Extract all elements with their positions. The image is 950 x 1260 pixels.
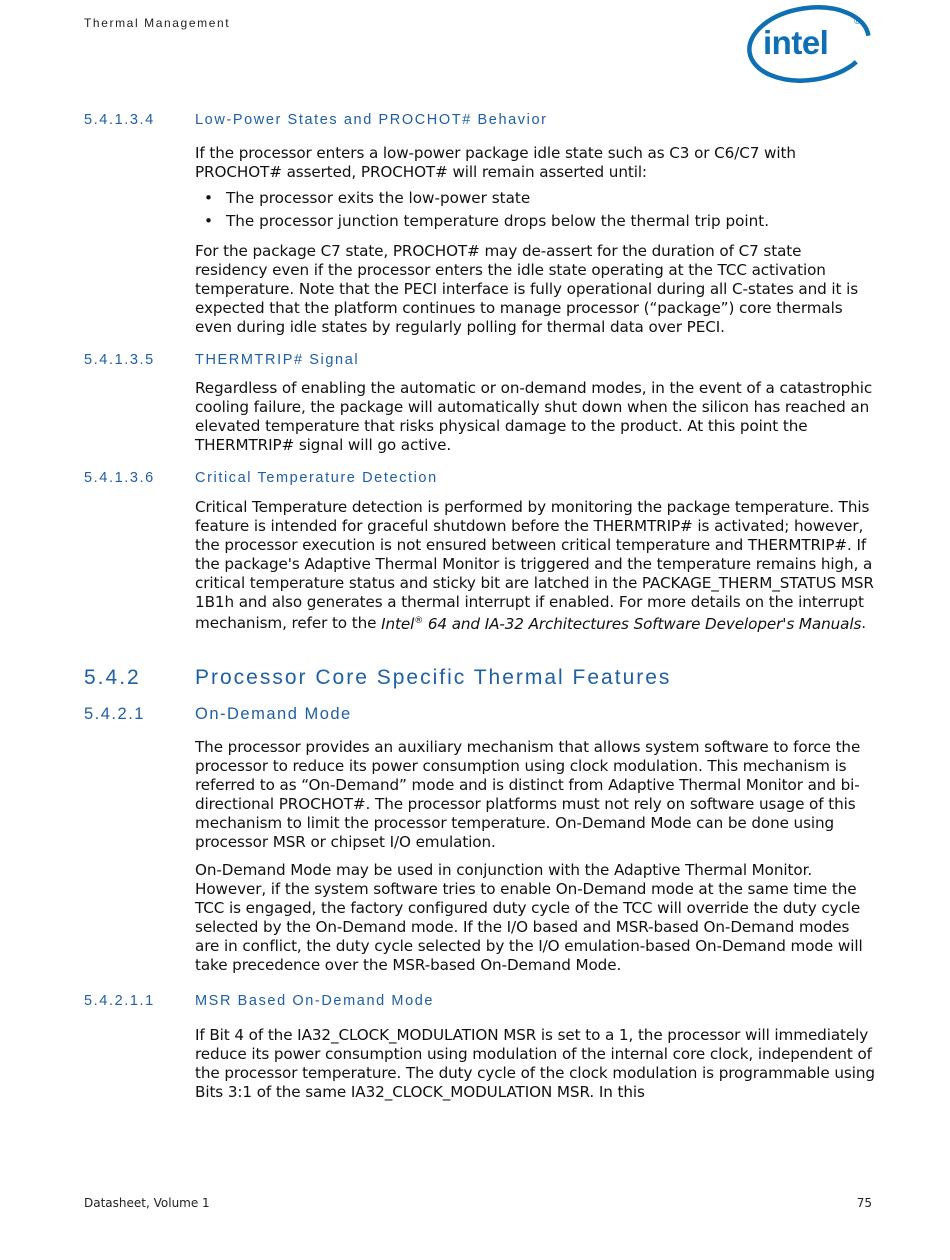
- paragraph: If the processor enters a low-power package idle state such as C3 or C6/C7 with PROCHOT# asserted, PROCHOT# will remain asserted until:: [195, 144, 796, 181]
- section-title: Processor Core Specific Thermal Features: [195, 666, 672, 689]
- registered-mark: ®: [414, 615, 424, 626]
- paragraph: For the package C7 state, PROCHOT# may de-assert for the duration of C7 state residency even if the processor enters the idle state operating at the TCC activation temperature. Note that the PECI interface is fully operational during all C-states and it is expected that the platform continues to manage processor (“package”) core thermals even during idle states by regularly polling for thermal data over PECI.: [195, 242, 859, 336]
- paragraph-end: .: [861, 614, 867, 633]
- section-heading-5-4-2: [84, 666, 671, 690]
- bullet-list: [195, 187, 875, 233]
- section-heading-5-4-2-1: [84, 705, 352, 724]
- section-number: 5.4.2.1.1: [84, 993, 155, 1009]
- paragraph: The processor provides an auxiliary mechanism that allows system software to force the processor to reduce its power consumption using clock modulation. This mechanism is referred to as “On-Demand” mode and is distinct from Adaptive Thermal Monitor and bi-directional PROCHOT#. The processor platforms must not rely on software usage of this mechanism to limit the processor temperature. On-Demand Mode can be done using processor MSR or chipset I/O emulation.: [195, 738, 861, 851]
- section-heading-5-4-2-1-1: [84, 993, 434, 1009]
- footer-document-name: Datasheet, Volume 1: [84, 1196, 210, 1210]
- section-title: THERMTRIP# Signal: [195, 352, 360, 368]
- manual-reference: [381, 615, 861, 633]
- paragraph: Regardless of enabling the automatic or on-demand modes, in the event of a catastrophic cooling failure, the package will automatically shut down when the silicon has reached an elevated temperature that risks physical damage to the product. At this point the THERMTRIP# signal will go active.: [195, 379, 873, 454]
- section-number: 5.4.1.3.4: [84, 112, 155, 128]
- manual-reference-title: 64 and IA-32 Architectures Software Developer's Manuals: [423, 614, 862, 633]
- footer-page-number: 75: [856, 1196, 872, 1210]
- section-number: 5.4.1.3.5: [84, 352, 155, 368]
- paragraph: On-Demand Mode may be used in conjunction with the Adaptive Thermal Monitor. However, if the system software tries to enable On-Demand mode at the same time the TCC is engaged, the factory configured duty cycle of the TCC will override the duty cycle selected by the On-Demand mode. If the I/O based and MSR-based On-Demand modes are in conflict, the duty cycle selected by the I/O emulation-based On-Demand mode will take precedence over the MSR-based On-Demand Mode.: [195, 861, 863, 974]
- paragraph: If Bit 4 of the IA32_CLOCK_MODULATION MSR is set to a 1, the processor will immediately reduce its power consumption using modulation of the internal core clock, independent of the processor temperature. The duty cycle of the clock modulation is programmable using Bits 3:1 of the same IA32_CLOCK_MODULATION MSR. In this: [195, 1026, 875, 1101]
- section-title: Low-Power States and PROCHOT# Behavior: [195, 112, 548, 128]
- section-title: On-Demand Mode: [195, 705, 352, 723]
- intel-logo-registered-mark: ®: [854, 16, 861, 26]
- section-title: Critical Temperature Detection: [195, 470, 438, 486]
- section-number: 5.4.1.3.6: [84, 470, 155, 486]
- list-item: • The processor exits the low-power state: [195, 187, 875, 210]
- section-heading-5-4-1-3-5: [84, 352, 359, 368]
- intel-logo-text: intel: [763, 24, 829, 61]
- section-title: MSR Based On-Demand Mode: [195, 993, 435, 1009]
- paragraph-text: Critical Temperature detection is performed by monitoring the package temperature. This feature is intended for graceful shutdown before the THERMTRIP# is activated; however, the processor execution is not ensured between critical temperature and THERMTRIP#. If the package's Adaptive Thermal Monitor is triggered and the temperature remains high, a critical temperature status and sticky bit are latched in the PACKAGE_THERM_STATUS MSR 1B1h and also generates a thermal interrupt if enabled. For more details on the interrupt mechanism, refer to the: [195, 498, 874, 633]
- manual-reference-brand: Intel: [381, 614, 415, 633]
- list-item: • The processor junction temperature drops below the thermal trip point.: [195, 210, 875, 233]
- section-heading-5-4-1-3-4: [84, 112, 548, 128]
- section-number: 5.4.2: [84, 666, 141, 689]
- paragraph: [195, 498, 875, 633]
- running-header: Thermal Management: [84, 16, 231, 30]
- section-heading-5-4-1-3-6: [84, 470, 438, 486]
- section-number: 5.4.2.1: [84, 705, 145, 723]
- intel-logo: [746, 2, 876, 88]
